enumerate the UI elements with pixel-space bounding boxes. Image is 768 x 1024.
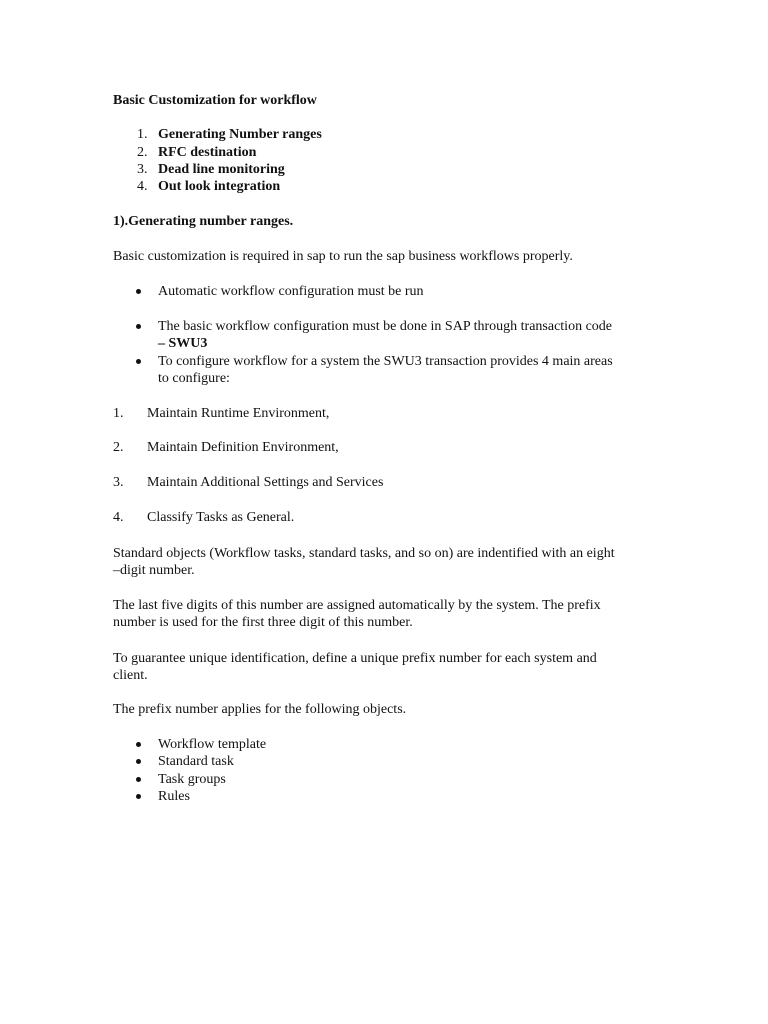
bullet-item: To configure workflow for a system the SWU3 transaction provides 4 main areas <box>158 354 613 369</box>
area-number: 1. <box>113 406 124 421</box>
bullet-icon <box>136 289 141 294</box>
area-item: Maintain Additional Settings and Services <box>147 475 384 490</box>
object-item: Rules <box>158 789 190 804</box>
area-item: Maintain Definition Environment, <box>147 440 339 455</box>
area-item: Classify Tasks as General. <box>147 510 295 525</box>
bullet-item: The basic workflow configuration must be done in SAP through transaction code <box>158 319 612 334</box>
bullet-icon <box>136 794 141 799</box>
toc-number: 2. <box>137 145 148 160</box>
toc-item-rfc-destination: RFC destination <box>158 145 257 160</box>
bullet-item-continuation: – SWU3 <box>158 336 208 351</box>
toc-number: 1. <box>137 127 148 142</box>
area-number: 4. <box>113 510 124 525</box>
toc-number: 3. <box>137 162 148 177</box>
area-number: 2. <box>113 440 124 455</box>
bullet-icon <box>136 359 141 364</box>
section-heading: 1).Generating number ranges. <box>113 214 294 229</box>
area-item: Maintain Runtime Environment, <box>147 406 330 421</box>
toc-item-generating-number-ranges: Generating Number ranges <box>158 127 322 142</box>
toc-number: 4. <box>137 179 148 194</box>
paragraph-line: The prefix number applies for the following objects. <box>113 702 407 717</box>
object-item: Standard task <box>158 754 234 769</box>
bullet-icon <box>136 759 141 764</box>
area-number: 3. <box>113 475 124 490</box>
bullet-item: Automatic workflow configuration must be run <box>158 284 424 299</box>
bullet-icon <box>136 324 141 329</box>
paragraph-line: –digit number. <box>113 563 195 578</box>
paragraph-line: client. <box>113 668 148 683</box>
toc-item-dead-line-monitoring: Dead line monitoring <box>158 162 285 177</box>
bullet-icon <box>136 742 141 747</box>
paragraph-line: Standard objects (Workflow tasks, standard tasks, and so on) are indentified with an eight <box>113 546 615 561</box>
intro-paragraph: Basic customization is required in sap to run the sap business workflows properly. <box>113 249 573 264</box>
bullet-icon <box>136 777 141 782</box>
bullet-item-continuation: to configure: <box>158 371 230 386</box>
document-title: Basic Customization for workflow <box>113 93 317 108</box>
paragraph-line: number is used for the first three digit of this number. <box>113 615 413 630</box>
object-item: Workflow template <box>158 737 267 752</box>
paragraph-line: The last five digits of this number are assigned automatically by the system. The prefix <box>113 598 601 613</box>
paragraph-line: To guarantee unique identification, define a unique prefix number for each system and <box>113 651 597 666</box>
object-item: Task groups <box>158 772 226 787</box>
toc-item-outlook-integration: Out look integration <box>158 179 281 194</box>
